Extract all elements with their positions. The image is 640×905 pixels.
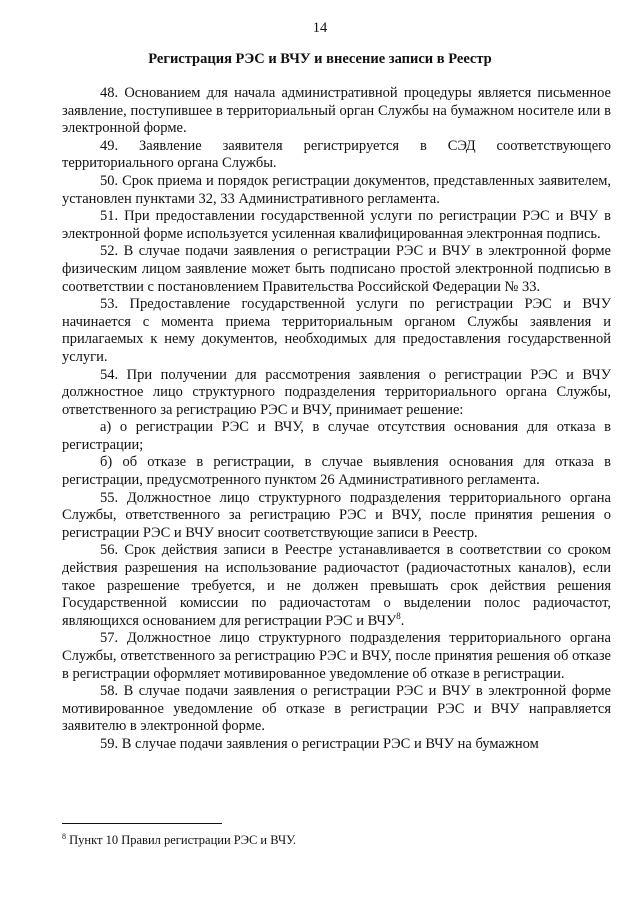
paragraph-54 (62, 367, 611, 420)
paragraph-55 (62, 490, 611, 543)
paragraph-text: 49. Заявление заявителя регистрируется в СЭД соответствующего территориального органа Службы. (62, 137, 611, 172)
footnote-marker: 8 (62, 832, 66, 841)
paragraph-49 (62, 138, 611, 173)
footnote-divider (62, 823, 222, 824)
paragraph-57 (62, 630, 611, 683)
paragraph-58 (62, 683, 611, 736)
paragraph-text: а) о регистрации РЭС и ВЧУ, в случае отсутствия основания для отказа в регистрации; (62, 419, 611, 453)
paragraph-text: 57. Должностное лицо структурного подразделения территориального органа Службы, ответственного за регистрацию РЭС и ВЧУ, после принятия решения об отказе в регистрации оформляет мотивированное уведомление об отказе в регистрации. (62, 630, 611, 682)
footnote-reference: 8 (396, 610, 401, 621)
paragraph-51 (62, 208, 611, 243)
paragraph-text: б) об отказе в регистрации, в случае выявления основания для отказа в регистрации, предусмотренного пунктом 26 Административного регламента. (62, 454, 611, 489)
paragraph-50 (62, 173, 611, 208)
paragraph-56 (62, 542, 611, 630)
paragraph-text: 53. Предоставление государственной услуги по регистрации РЭС и ВЧУ начинается с момента приема территориальным органом Службы заявления и прилагаемых к нему документов, необходимых для предоставления государственной услуги. (62, 296, 611, 365)
paragraph-text: 54. При получении для рассмотрения заявления о регистрации РЭС и ВЧУ должностное лицо структурного подразделения территориального органа Службы, ответственного за регистрацию РЭС и ВЧУ, принимает решение: (62, 366, 611, 418)
footnote-text: Пункт 10 Правил регистрации РЭС и ВЧУ. (66, 833, 297, 848)
body-text (62, 85, 611, 754)
page-number: 14 (312, 20, 328, 36)
paragraph-54-b (62, 454, 611, 489)
paragraph-text: 59. В случае подачи заявления о регистрации РЭС и ВЧУ на бумажном (100, 735, 539, 752)
paragraph-text: 51. При предоставлении государственной услуги по регистрации РЭС и ВЧУ в электронной форме используется усиленная квалифицированная электронная подпись. (62, 208, 611, 242)
paragraph-48 (62, 85, 611, 138)
paragraph-54-a (62, 419, 611, 454)
paragraph-text: 55. Должностное лицо структурного подразделения территориального органа Службы, ответственного за регистрацию РЭС и ВЧУ, после принятия решения о регистрации РЭС и ВЧУ вносит соответствующие записи в Реестр. (62, 489, 611, 541)
paragraph-59 (62, 736, 611, 754)
paragraph-text: 56. Срок действия записи в Реестре устанавливается в соответствии со сроком действия разрешения на использование радиочастот (радиочастотных каналов), если такое разрешение требуется, и не должен превышать срок действия решения Государственной комиссии по радиочастотам о выделении полос радиочастот, являющихся основанием для регистрации РЭС и ВЧУ (62, 542, 611, 629)
paragraph-text: 50. Срок приема и порядок регистрации документов, представленных заявителем, установлен пунктами 32, 33 Административного регламента. (62, 172, 611, 207)
paragraph-text: 48. Основанием для начала административной процедуры является письменное заявление, поступившее в территориальный орган Службы на бумажном носителе или в электронной форме. (62, 85, 611, 137)
footnote (62, 829, 611, 848)
paragraph-text: 58. В случае подачи заявления о регистрации РЭС и ВЧУ в электронной форме мотивированное уведомление об отказе в регистрации РЭС и ВЧУ направляется заявителю в электронной форме. (62, 683, 611, 735)
paragraph-52 (62, 243, 611, 296)
section-heading: Регистрация РЭС и ВЧУ и внесение записи в Реестр (148, 51, 492, 67)
paragraph-53 (62, 296, 611, 366)
paragraph-text: 52. В случае подачи заявления о регистрации РЭС и ВЧУ в электронной форме физическим лицом заявление может быть подписано простой электронной подписью в соответствии с постановлением Правительства Российской Федерации № 33. (62, 243, 611, 295)
paragraph-text-end: . (400, 612, 405, 629)
